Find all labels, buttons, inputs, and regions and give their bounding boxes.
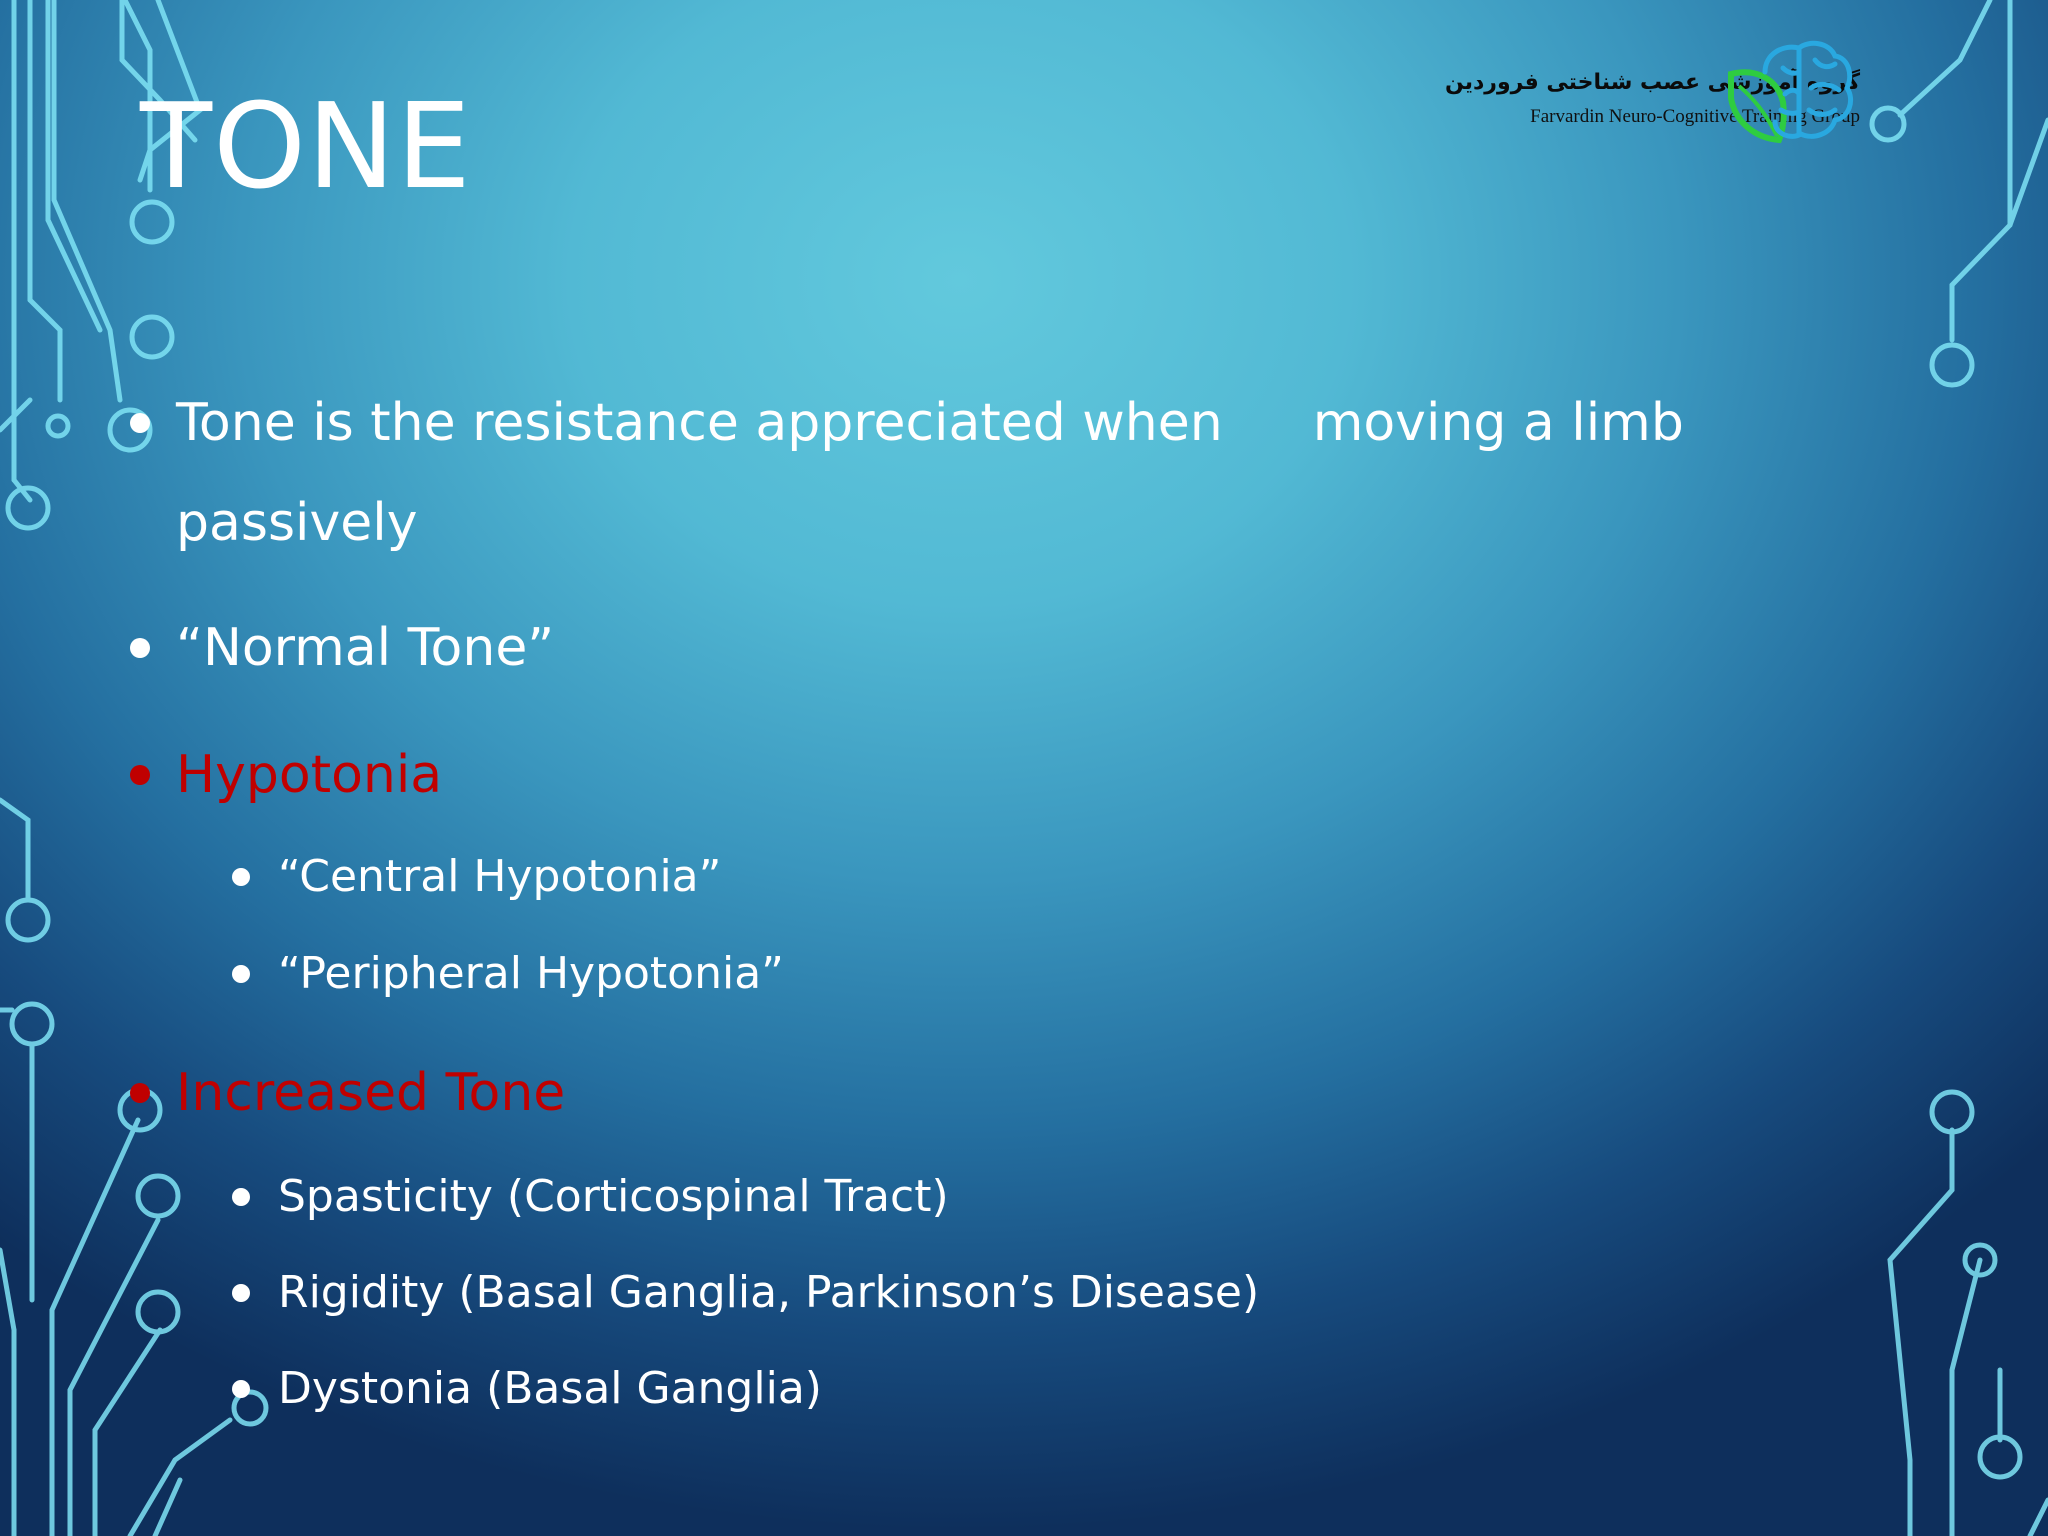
bullet-dystonia [278,1344,822,1434]
bullet-text: Spasticity (Corticospinal Tract) [278,1171,949,1222]
logo-name-en: Farvardin Neuro-Cognitive Training Group [1530,106,1860,127]
bullet-rigidity [278,1248,1259,1338]
bullet-dot [130,638,150,658]
bullet-text-part1: Tone is the resistance appreciated when [176,393,1223,453]
bullet-peripheral-hypotonia [278,929,784,1019]
bullet-dot [232,1380,250,1398]
bullet-dot [130,765,150,785]
bullet-text: “Central Hypotonia” [278,851,722,902]
bullet-normal-tone [176,598,554,698]
bullet-spasticity [278,1152,949,1242]
bullet-text-continued: passively [176,493,418,553]
bullet-dot [130,1083,150,1103]
bullet-text: “Normal Tone” [176,618,555,678]
bullet-dot [232,868,250,886]
bullet-tone-definition-continued [176,473,418,573]
bullet-dot [232,1284,250,1302]
bullet-text-part2: moving a limb [1312,393,1684,453]
logo-name-fa: گروه آموزشی عصب شناختی فروردین [1444,70,1860,95]
slide-title: TONE [140,77,472,215]
bullet-increased-tone [176,1043,565,1143]
bullet-dot [130,413,150,433]
bullet-central-hypotonia [278,832,721,922]
bullet-text: Rigidity (Basal Ganglia, Parkinson’s Disease) [278,1267,1260,1318]
brain-leaf-icon [1725,38,1855,148]
bullet-text: Dystonia (Basal Ganglia) [278,1363,822,1414]
bullet-text: “Peripheral Hypotonia” [278,948,784,999]
bullet-dot [232,965,250,983]
bullet-dot [232,1188,250,1206]
bullet-text: Increased Tone [176,1063,566,1123]
bullet-text: Hypotonia [176,745,443,805]
bullet-tone-definition [176,373,1684,473]
bullet-hypotonia [176,725,442,825]
